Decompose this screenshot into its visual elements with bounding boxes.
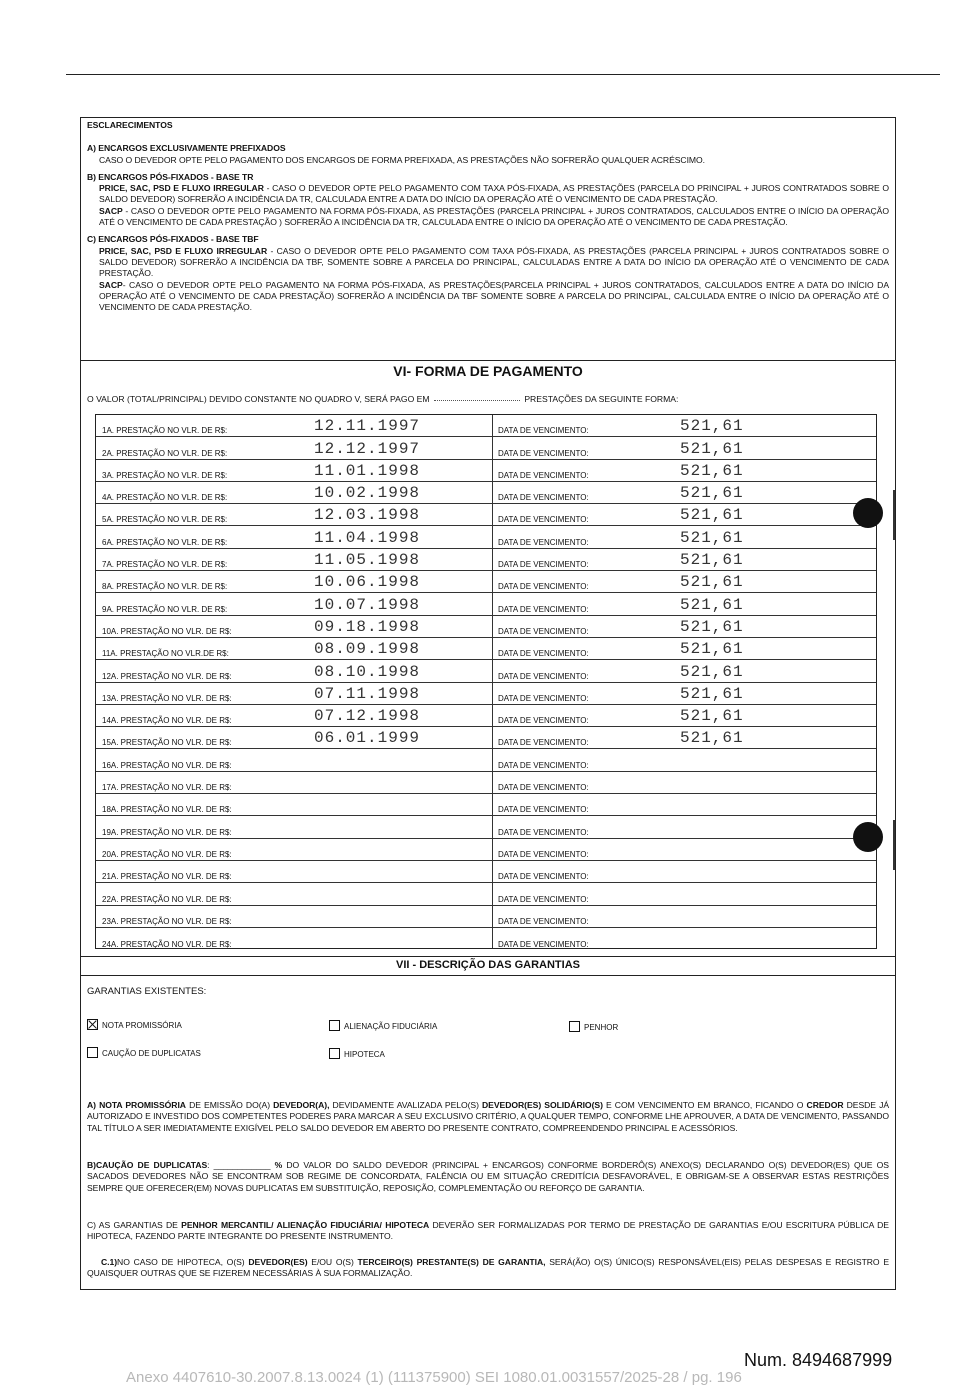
clause-text: E COM VENCIMENTO EM BRANCO, FICANDO O [602, 1100, 807, 1110]
installment-label: 17A. PRESTAÇÃO NO VLR. DE R$: [102, 783, 232, 793]
installment-handwritten-date[interactable]: 12.03.1998 [314, 506, 421, 525]
tr-sacp-label: SACP [99, 205, 123, 216]
installment-row [96, 705, 876, 727]
installment-label: 14A. PRESTAÇÃO NO VLR. DE R$: [102, 716, 232, 726]
installment-label: 22A. PRESTAÇÃO NO VLR. DE R$: [102, 894, 232, 904]
installment-row [96, 928, 876, 950]
binder-hole-mark [853, 498, 883, 528]
installment-label: 24A. PRESTAÇÃO NO VLR. DE R$: [102, 940, 232, 950]
installment-row [96, 415, 876, 437]
installment-handwritten-amount[interactable]: 521,61 [680, 640, 744, 659]
clause-bold: TERCEIRO(S) PRESTANTE(S) DE GARANTIA, [357, 1257, 546, 1267]
due-date-label: DATA DE VENCIMENTO: [498, 537, 589, 547]
installment-label: 20A. PRESTAÇÃO NO VLR. DE R$: [102, 849, 232, 859]
installment-label: 11A. PRESTAÇÃO NO VLR.DE R$: [102, 649, 229, 659]
option-caucao-duplicatas[interactable] [87, 1047, 201, 1058]
due-date-label: DATA DE VENCIMENTO: [498, 604, 589, 614]
annex-reference: Anexo 4407610-30.2007.8.13.0024 (1) (111375900) SEI 1080.01.0031557/2025-28 / pg. 196 [126, 1369, 742, 1386]
tbf-charges-title: C) ENCARGOS PÓS-FIXADOS - BASE TBF [87, 234, 259, 245]
duplicates-pledge-clause [87, 1160, 889, 1194]
clause-text: : ____________ [207, 1160, 275, 1170]
scan-edge-mark [893, 820, 895, 870]
installment-handwritten-date[interactable]: 07.12.1998 [314, 707, 421, 726]
installment-handwritten-amount[interactable]: 521,61 [680, 417, 744, 436]
installment-row [96, 772, 876, 794]
option-nota-promissoria[interactable] [87, 1019, 182, 1030]
installment-handwritten-date[interactable]: 11.01.1998 [314, 461, 421, 480]
installment-row [96, 549, 876, 571]
tbf-sacp-label: SACP [99, 279, 123, 290]
option-penhor[interactable] [569, 1021, 618, 1032]
due-date-label: DATA DE VENCIMENTO: [498, 738, 589, 748]
guarantees-section-title: VII - DESCRIÇÃO DAS GARANTIAS [396, 959, 580, 971]
installments-count-field [434, 400, 520, 401]
installment-label: 7A. PRESTAÇÃO NO VLR. DE R$: [102, 560, 228, 570]
tr-price-label: PRICE, SAC, PSD E FLUXO IRREGULAR [99, 183, 264, 194]
installment-handwritten-date[interactable]: 08.09.1998 [314, 640, 421, 659]
guarantees-formalization-clause [87, 1220, 889, 1243]
checkbox-checked-icon[interactable] [87, 1019, 98, 1030]
due-date-label: DATA DE VENCIMENTO: [498, 894, 589, 904]
installment-handwritten-amount[interactable]: 521,61 [680, 595, 744, 614]
clause-bold: % [274, 1160, 283, 1170]
tr-charges-title: B) ENCARGOS PÓS-FIXADOS - BASE TR [87, 171, 254, 182]
clause-text: DO VALOR DO SALDO DEVEDOR (PRINCIPAL + ENCARGOS) CONFORME BORDERÔ(S) ANEXO(S) DECLARANDO O(S) DEVEDOR(ES) QUE OS SACADOS DEVEDORES NÃO SE ENCONTRAM SOB REGIME DE CONCORDATA, FALÊNCIA OU EM SITUAÇÃO CREDITÍCIA DESFAVORÁVEL, E OBRIGAM-SE A OBSERVAR ESTAS RESTRIÇÕES SEMPRE QUE OFERECER(EM) NOVAS DUPLICATAS EM SUBSTITUIÇÃO, REPOSIÇÃO, COMPLEMENTAÇÃO OU REFORÇO DE GARANTIA. [87, 1160, 889, 1193]
installment-handwritten-date[interactable]: 07.11.1998 [314, 684, 421, 703]
installment-label: 18A. PRESTAÇÃO NO VLR. DE R$: [102, 805, 232, 815]
installment-label: 15A. PRESTAÇÃO NO VLR. DE R$: [102, 738, 232, 748]
payment-intro [87, 394, 678, 404]
due-date-label: DATA DE VENCIMENTO: [498, 849, 589, 859]
installment-handwritten-amount[interactable]: 521,61 [680, 551, 744, 570]
clause-text: C) AS GARANTIAS DE [87, 1220, 182, 1230]
installment-handwritten-amount[interactable]: 521,61 [680, 506, 744, 525]
installment-row [96, 750, 876, 772]
due-date-label: DATA DE VENCIMENTO: [498, 515, 589, 525]
installment-handwritten-date[interactable]: 10.07.1998 [314, 595, 421, 614]
tbf-price-paragraph [87, 246, 889, 280]
clause-text: DE EMISSÃO DO(A) [185, 1100, 274, 1110]
clause-text: DEVERÃO SER FORMALIZADAS POR TERMO DE PRESTAÇÃO DE GARANTIAS E/OU ESCRITURA PÚBLICA DE HIPOTECA, FAZENDO PARTE INTEGRANTE DO PRESENTE INSTRUMENTO. [87, 1220, 889, 1242]
installment-handwritten-amount[interactable]: 521,61 [680, 662, 744, 681]
installment-handwritten-date[interactable]: 11.05.1998 [314, 551, 421, 570]
installment-handwritten-date[interactable]: 08.10.1998 [314, 662, 421, 681]
installment-row [96, 683, 876, 705]
payment-intro-end: PRESTAÇÕES DA SEGUINTE FORMA: [524, 394, 679, 404]
contract-page-frame [80, 117, 896, 1290]
clause-text: NO CASO DE HIPOTECA, O(S) [117, 1257, 249, 1267]
due-date-label: DATA DE VENCIMENTO: [498, 940, 589, 950]
due-date-label: DATA DE VENCIMENTO: [498, 470, 589, 480]
installment-handwritten-amount[interactable]: 521,61 [680, 439, 744, 458]
installment-row [96, 839, 876, 861]
installment-row [96, 482, 876, 504]
due-date-label: DATA DE VENCIMENTO: [498, 805, 589, 815]
installment-handwritten-amount[interactable]: 521,61 [680, 573, 744, 592]
installment-row [96, 593, 876, 615]
installment-row [96, 571, 876, 593]
due-date-label: DATA DE VENCIMENTO: [498, 560, 589, 570]
installment-label: 1A. PRESTAÇÃO NO VLR. DE R$: [102, 426, 228, 436]
installment-handwritten-date[interactable]: 12.12.1997 [314, 439, 421, 458]
due-date-label: DATA DE VENCIMENTO: [498, 493, 589, 503]
installment-row [96, 660, 876, 682]
due-date-label: DATA DE VENCIMENTO: [498, 582, 589, 592]
installment-handwritten-date[interactable]: 10.06.1998 [314, 573, 421, 592]
tbf-price-text: - CASO O DEVEDOR OPTE PELO PAGAMENTO COM TAXA PÓS-FIXADA, AS PRESTAÇÕES (PARCELA PRINCIPAL + JUROS CONTRATADOS SOBRE O SALDO DEVEDOR) SOFRERÃO A INCIDÊNCIA DA TBF, SOMENTE SOBRE A PARCELA DO PRINCIPAL, CALCULADAS ENTRE A DATA DO INÍCIO DA OPERAÇÃO ATÉ O VENCIMENTO DE CADA PRESTAÇÃO. [99, 245, 889, 279]
clause-text: DESDE JÁ AUTORIZADO E INVESTIDO DOS COMPETENTES PODERES PARA MARCAR A SEU EXCLUSIVO CRITÉRIO, A QUALQUER TEMPO, CONFORME LHE APROUVER, A DATA DE VENCIMENTO, PASSANDO TAL TÍTULO A SER IMEDIATAMENTE EXIGÍVEL PELO SALDO DEVEDOR EM ABERTO DO PRESENTE CONTRATO, COMPREENDENDO PRINCIPAL E ACESSÓRIOS. [87, 1100, 890, 1133]
option-label: NOTA PROMISSÓRIA [102, 1021, 182, 1030]
checkbox-icon[interactable] [329, 1020, 340, 1031]
clause-bold: C.1) [101, 1257, 118, 1267]
installment-row [96, 616, 876, 638]
installment-row [96, 527, 876, 549]
installment-row [96, 906, 876, 928]
installment-row [96, 883, 876, 905]
section-divider [81, 975, 895, 976]
due-date-label: DATA DE VENCIMENTO: [498, 716, 589, 726]
installment-label: 13A. PRESTAÇÃO NO VLR. DE R$: [102, 693, 232, 703]
due-date-label: DATA DE VENCIMENTO: [498, 693, 589, 703]
installment-handwritten-date[interactable]: 09.18.1998 [314, 617, 421, 636]
option-label: HIPOTECA [344, 1050, 385, 1059]
checkbox-icon[interactable] [87, 1047, 98, 1058]
installment-row [96, 727, 876, 749]
clause-text: E/OU O(S) [307, 1257, 358, 1267]
installment-label: 8A. PRESTAÇÃO NO VLR. DE R$: [102, 582, 228, 592]
installment-row [96, 460, 876, 482]
checkbox-icon[interactable] [569, 1021, 580, 1032]
installment-handwritten-date[interactable]: 06.01.1999 [314, 729, 421, 748]
clause-bold: DEVEDOR(ES) [248, 1257, 308, 1267]
due-date-label: DATA DE VENCIMENTO: [498, 649, 589, 659]
installment-handwritten-amount[interactable]: 521,61 [680, 729, 744, 748]
clause-bold: PENHOR MERCANTIL/ ALIENAÇÃO FIDUCIÁRIA/ HIPOTECA [181, 1220, 430, 1230]
installment-handwritten-amount[interactable]: 521,61 [680, 707, 744, 726]
checkbox-icon[interactable] [329, 1048, 340, 1059]
option-hipoteca[interactable] [329, 1048, 385, 1059]
tbf-price-label: PRICE, SAC, PSD E FLUXO IRREGULAR [99, 245, 268, 256]
installment-label: 21A. PRESTAÇÃO NO VLR. DE R$: [102, 872, 232, 882]
installment-label: 23A. PRESTAÇÃO NO VLR. DE R$: [102, 916, 232, 926]
section-divider [81, 956, 895, 957]
mortgage-expenses-clause [87, 1257, 889, 1280]
installment-row [96, 638, 876, 660]
promissory-note-clause [87, 1100, 889, 1134]
top-rule [66, 74, 940, 75]
installment-row [96, 816, 876, 838]
tbf-sacp-paragraph [87, 280, 889, 314]
option-label: CAUÇÃO DE DUPLICATAS [102, 1049, 201, 1058]
installment-handwritten-amount[interactable]: 521,61 [680, 484, 744, 503]
option-label: PENHOR [584, 1023, 619, 1032]
option-label: ALIENAÇÃO FIDUCIÁRIA [344, 1022, 438, 1031]
tbf-sacp-text: - CASO O DEVEDOR OPTE PELO PAGAMENTO NA FORMA PÓS-FIXADA, AS PRESTAÇÕES(PARCELA PRINCIPAL + JUROS CONTRATADOS, CALCULADOS ENTRE A DATA DO INÍCIO DA OPERAÇÃO ATÉ O VENCIMENTO DE CADA PRESTAÇÃO) SOFRERÃO A INCIDÊNCIA DA TBF SOMENTE SOBRE A PARCELA DO PRINCIPAL, CALCULADA ENTRE O INÍCIO DA OPERAÇÃO ATÉ O VENCIMENTO DE CADA PRESTAÇÃO. [99, 279, 889, 313]
clause-bold: A) NOTA PROMISSÓRIA [87, 1100, 186, 1110]
tr-price-text: - CASO O DEVEDOR OPTE PELO PAGAMENTO COM TAXA PÓS-FIXADA, AS PRESTAÇÕES (PARCELA DO PRINCIPAL + JUROS CONTRATADOS SOBRE O SALDO DEVEDOR) SOFRERÃO A INCIDÊNCIA DA TR, CALCULADA ENTRE A DATA DO INÍCIO DA OPERAÇÃO ATÉ O VENCIMENTO DE CADA PRESTAÇÃO. [99, 183, 889, 205]
clarifications-title: ESCLARECIMENTOS [87, 120, 173, 130]
installment-label: 12A. PRESTAÇÃO NO VLR. DE R$: [102, 671, 232, 681]
installment-row [96, 861, 876, 883]
installment-handwritten-date[interactable]: 10.02.1998 [314, 484, 421, 503]
document-number: Num. 8494687999 [744, 1350, 893, 1370]
tr-sacp-text: - CASO O DEVEDOR OPTE PELO PAGAMENTO NA FORMA PÓS-FIXADA, AS PRESTAÇÕES (PARCELA PRINCIPAL + JUROS CONTRATADOS, CALCULADOS ENTRE O INÍCIO DA OPERAÇÃO ATÉ O VENCIMENTO DE CADA PRESTAÇÃO ) SOFRERÃO A INCIDÊNCIA DA TR, CALCULADA ENTRE O INÍCIO DA OPERAÇÃO ATÉ O VENCIMENTO DE CADA PRESTAÇÃO. [99, 205, 889, 228]
clause-text: SERÁ(ÃO) O(S) ÚNICO(S) RESPONSÁVEL(EIS) PELAS DESPESAS E REGISTRO E QUAISQUER OUTRAS QUE SE FIZEREM NECESSÁRIAS À SUA FORMALIZAÇÃO. [87, 1257, 889, 1279]
clause-bold: DEVEDOR(A), [273, 1100, 330, 1110]
clarifications-section [81, 118, 895, 361]
prefixed-charges-text: CASO O DEVEDOR OPTE PELO PAGAMENTO DOS ENCARGOS DE FORMA PREFIXADA, AS PRESTAÇÕES NÃO SOFRERÃO QUALQUER ACRÉSCIMO. [99, 154, 706, 165]
clause-bold: CREDOR [806, 1100, 844, 1110]
installment-handwritten-amount[interactable]: 521,61 [680, 528, 744, 547]
due-date-label: DATA DE VENCIMENTO: [498, 426, 589, 436]
due-date-label: DATA DE VENCIMENTO: [498, 916, 589, 926]
tr-price-paragraph [87, 183, 889, 206]
installment-label: 9A. PRESTAÇÃO NO VLR. DE R$: [102, 604, 228, 614]
existing-guarantees-label: GARANTIAS EXISTENTES: [87, 986, 207, 997]
clause-bold: DEVEDOR(ES) SOLIDÁRIO(S) [482, 1100, 603, 1110]
due-date-label: DATA DE VENCIMENTO: [498, 448, 589, 458]
installment-handwritten-amount[interactable]: 521,61 [680, 617, 744, 636]
installment-label: 10A. PRESTAÇÃO NO VLR. DE R$: [102, 626, 232, 636]
installment-label: 16A. PRESTAÇÃO NO VLR. DE R$: [102, 760, 232, 770]
installment-handwritten-amount[interactable]: 521,61 [680, 684, 744, 703]
payment-section-title: VI- FORMA DE PAGAMENTO [393, 363, 583, 379]
due-date-label: DATA DE VENCIMENTO: [498, 626, 589, 636]
installment-label: 6A. PRESTAÇÃO NO VLR. DE R$: [102, 537, 228, 547]
installment-label: 3A. PRESTAÇÃO NO VLR. DE R$: [102, 470, 228, 480]
due-date-label: DATA DE VENCIMENTO: [498, 827, 589, 837]
due-date-label: DATA DE VENCIMENTO: [498, 671, 589, 681]
due-date-label: DATA DE VENCIMENTO: [498, 760, 589, 770]
clause-text: DEVIDAMENTE AVALIZADA PELO(S) [329, 1100, 483, 1110]
installment-handwritten-date[interactable]: 11.04.1998 [314, 528, 421, 547]
tr-sacp-paragraph [87, 206, 889, 229]
installment-row [96, 794, 876, 816]
binder-hole-mark [853, 822, 883, 852]
prefixed-charges-title: A) ENCARGOS EXCLUSIVAMENTE PREFIXADOS [87, 143, 286, 154]
scan-edge-mark [893, 490, 895, 540]
installment-row [96, 437, 876, 459]
installments-table [95, 414, 877, 949]
due-date-label: DATA DE VENCIMENTO: [498, 783, 589, 793]
installment-handwritten-date[interactable]: 12.11.1997 [314, 417, 421, 436]
payment-intro-start: O VALOR (TOTAL/PRINCIPAL) DEVIDO CONSTANTE NO QUADRO V, SERÁ PAGO EM [87, 394, 430, 404]
option-alienacao-fiduciaria[interactable] [329, 1020, 437, 1031]
installment-label: 4A. PRESTAÇÃO NO VLR. DE R$: [102, 493, 228, 503]
due-date-label: DATA DE VENCIMENTO: [498, 872, 589, 882]
installment-label: 2A. PRESTAÇÃO NO VLR. DE R$: [102, 448, 228, 458]
clause-bold: B)CAUÇÃO DE DUPLICATAS [87, 1160, 208, 1170]
installment-handwritten-amount[interactable]: 521,61 [680, 461, 744, 480]
installment-label: 19A. PRESTAÇÃO NO VLR. DE R$: [102, 827, 232, 837]
installment-row [96, 504, 876, 526]
installment-label: 5A. PRESTAÇÃO NO VLR. DE R$: [102, 515, 228, 525]
